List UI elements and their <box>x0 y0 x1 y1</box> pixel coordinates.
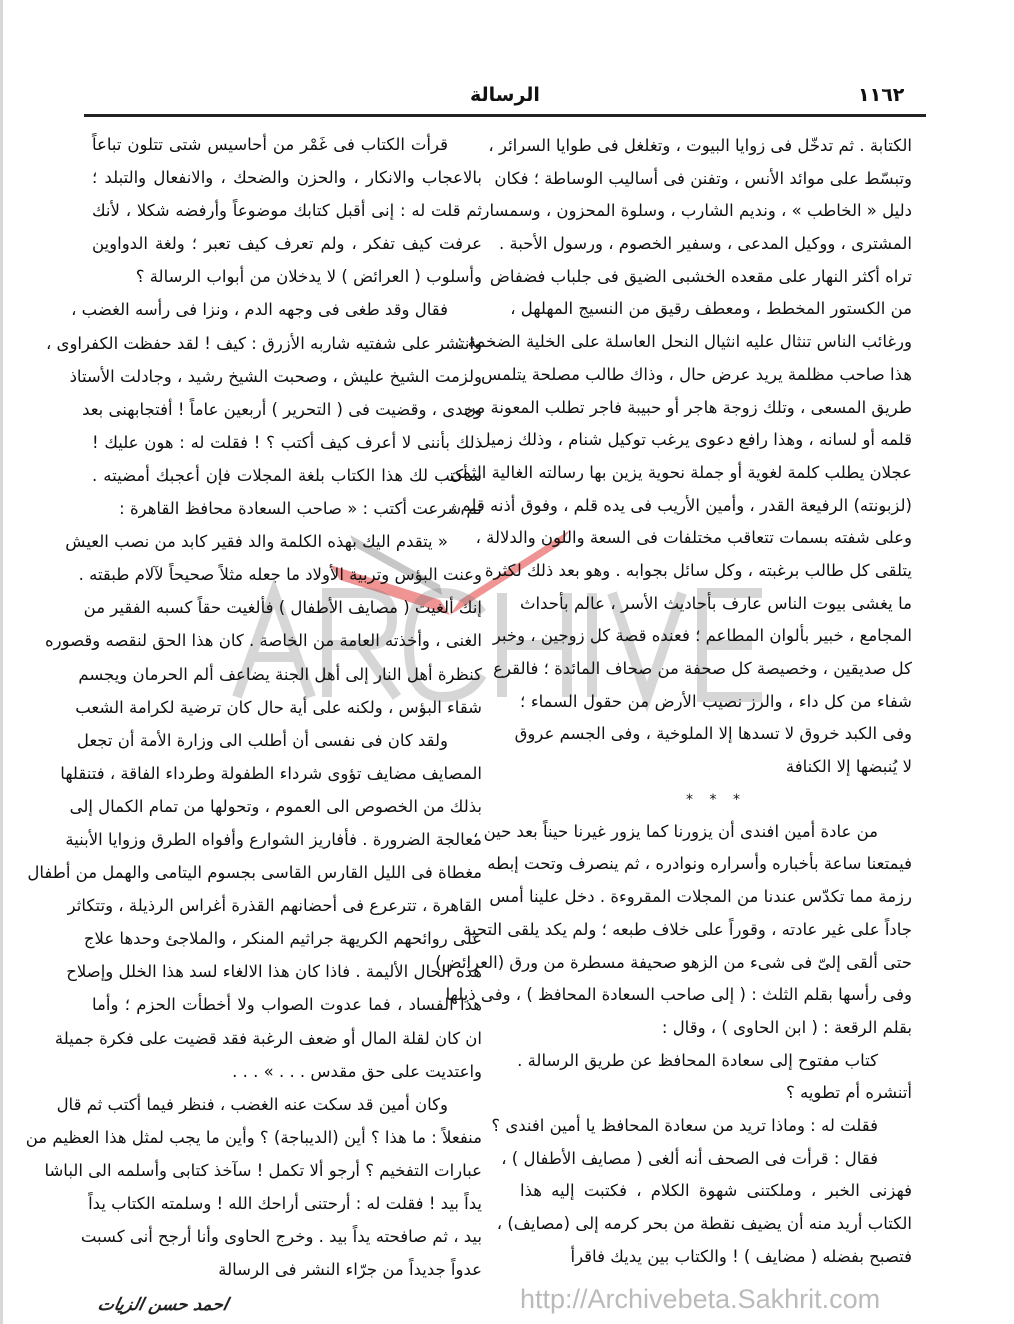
text-line: القاهرة ، تترعرع فى أحضانهم القذرة أغراس الرذيلة ، وتتكاثر <box>67 896 482 916</box>
text-line: قرأت الكتاب فى غَمْر من أحاسيس شتى تتلون تباعاً <box>92 135 448 154</box>
text-line: جاداً على غير عادته ، وقوراً على خلاف طبعه ؛ ولم يكد يلقى التحية <box>463 919 912 939</box>
text-line: ثم شرعت أكتب : « صاحب السعادة محافظ القاهرة : <box>119 499 482 519</box>
text-line: الغنى ، وأخذته العامة من الخاصة . كان هذا الحق لنقصه وقصوره <box>44 631 482 651</box>
text-line: تراه أكثر النهار على مقعده الخشبى الضيق فى جلباب فضفاض <box>489 266 912 286</box>
text-line: عرفت كيف تفكر ، ولم تعرف كيف تعبر ؛ ولغة الدواوين <box>92 234 482 254</box>
text-line: ما يغشى بيوت الناس عارف بأحاديث الأسر ، عالم بأحداث <box>520 593 912 613</box>
page-number: ١١٦٢ <box>858 84 905 106</box>
text-line: وفى الكبد خروق لا تسدها إلا الملوخية ، وفى الجسم عروق <box>514 724 912 744</box>
paragraph <box>25 1088 482 1287</box>
text-line: وتبسّط على موائد الأنس ، وتفنن فى أساليب الوساطة ؛ فكان <box>494 168 912 188</box>
text-line: عجلان يطلب كلمة لغوية أو جملة نحوية يزين بها رسالته الغالية الثمن <box>449 462 912 482</box>
text-line: إنك ألغيت ( مصايف الأطفال ) فألغيت حقاً كسبه الفقير من <box>83 598 482 618</box>
text-line: قلمه أو لسانه ، وهذا رافع دعوى يرغب توكيل شنام ، وذلك زميل <box>478 430 912 450</box>
text-line: من عادة أمين افندى أن يزورنا كما يزور غيرنا حيناً بعد حين ، <box>473 821 878 841</box>
text-line: فقال وقد طغى فى وجهه الدم ، ونزا فى رأسه الغضب ، <box>71 300 448 320</box>
text-line: فقلت له : وماذا تريد من سعادة المحافظ يا أمين افندى ؟ <box>491 1115 878 1135</box>
text-line: من الكستور المخطط ، ومعطف رقيق من النسيج المهلهل ، <box>510 299 912 319</box>
text-line: بقلم الرقعة : ( ابن الحاوى ) ، وقال : <box>661 1017 912 1037</box>
watermark-url: http://Archivebeta.Sakhrit.com <box>520 1284 881 1314</box>
header-rule <box>84 114 926 117</box>
text-line: لا يُنبضها إلا الكنافة <box>785 757 912 777</box>
left-column <box>25 128 482 1286</box>
section-separator: * * * <box>686 791 746 808</box>
paragraph <box>496 1143 912 1274</box>
text-line: واعتديت على حق مقدس . . . » . . . <box>232 1061 482 1081</box>
text-line: أتنشره أم تطويه ؟ <box>785 1083 912 1103</box>
text-line: وجدى ، وقضيت فى ( التحرير ) أربعين عاماً ! أفتجابهنى بعد <box>82 399 482 419</box>
text-line: المشترى ، ووكيل المدعى ، وسفير الخصوم ، ورسول الأحبة . <box>498 234 912 254</box>
text-line: وكان أمين قد سكت عنه الغضب ، فنظر فيما أكتب ثم قال <box>56 1094 448 1114</box>
text-line: كنظرة أهل النار إلى أهل الجنة يضاعف ألم الحرمان ويجسم <box>78 664 482 684</box>
text-line: وأسلوب ( العرائض ) لا يدخلان من أبواب الرسالة ؟ <box>135 267 482 287</box>
text-line: هذا الفساد ، فما عدوت الصواب ولا أخطأت الحزم ؛ وأما <box>92 995 482 1015</box>
text-line: المجامع ، خبير بألوان المطاعم ؛ فعنده قصة كل زوجين ، وخبر <box>492 626 912 646</box>
text-line: بالاعجاب والانكار ، والحزن والضحك ، والانفعال والتبلد ؛ <box>92 168 482 188</box>
text-line: هذه الحال الأليمة . فاذا كان هذا الالغاء لسد هذا الخلل وإصلاح <box>66 962 482 982</box>
text-line: معالجة الضرورة . فأفاريز الشوارع وأفواه الطرق وزوايا الأبنية <box>65 829 482 849</box>
text-line: على روائحهم الكريهة جراثيم المنكر ، والملاجئ وحدها علاج <box>83 929 482 949</box>
text-line: رزمة مما تكدّس عندنا من المجلات المقروءة . دخل علينا أمس <box>489 887 912 907</box>
text-line: حتى ألقى إلىّ فى شىء من الزهو صحيفة مسطرة من ورق (العرائض) <box>435 952 912 972</box>
text-line: وفى رأسها بقلم الثلث : ( إلى صاحب السعادة المحافظ ) ، وفى ذيلها <box>445 985 912 1005</box>
paragraph <box>491 1110 912 1143</box>
text-line: طريق المسعى ، وتلك زوجة هاجر أو حبيبة فاجر تطلب المعونة من <box>463 397 912 417</box>
text-line: « يتقدم اليك بهذه الكلمة والد فقير كابد من نصب العيش <box>65 532 448 552</box>
text-line: كل صديقين ، وخصيصة كل صحفة من صحاف المائدة ؛ فالقرع <box>493 659 912 678</box>
text-line: (لزبونته) الرفيعة القدر ، وأمين الأريب فى يده قلم ، وفوق أذنه قلم ، <box>449 495 912 515</box>
text-line: ورغائب الناس تنثال عليه انثيال النحل العاسلة على الخلية الضخمة : <box>456 332 912 352</box>
paragraph <box>92 128 482 293</box>
text-line: شقاء البؤس ، ولكنه على أية حال كان ترضية لكرامة الشعب <box>75 697 482 717</box>
text-line: المصايف مضايف تؤوى شرداء الطفولة وطرداء الفاقة ، فتنقلها <box>60 763 482 783</box>
text-line: دليل « الخاطب » ، ونديم الشارب ، وسلوة المحزون ، وسمسار <box>481 201 912 221</box>
text-line: ولقد كان فى نفسى أن أطلب الى وزارة الأمة أن تجعل <box>76 730 448 750</box>
text-line: هذا صاحب مظلمة يريد عرض حال ، وذاك طالب مصلحة يتلمس <box>480 364 912 384</box>
text-line: الكتابة . ثم تدخّل فى زوايا البيوت ، وتغلغل فى طوايا السرائر ، <box>488 136 912 155</box>
text-line: فقال : قرأت فى الصحف أنه ألغى ( مصايف الأطفال ) ، <box>501 1148 878 1168</box>
text-line: بيد ، ثم صافحته يداً بيد . وخرج الحاوى وأنا أرجح أنى كسبت <box>80 1227 482 1247</box>
text-line: فهزنى الخبر ، وملكتنى شهوة الكلام ، فكتبت إليه هذا <box>520 1181 912 1201</box>
text-line: ذلك بأننى لا أعرف كيف أكتب ؟ ! فقلت له : هون عليك ! <box>92 432 482 452</box>
text-line: يداً بيد ! فقلت له : أرحتنى أراحك الله ! وسلمته الكتاب يداً <box>88 1194 482 1213</box>
paragraph <box>27 724 482 1088</box>
text-line: وعلى شفته بسمات تتعاقب مختلفات فى السعة واللون والدلالة ، <box>475 528 912 548</box>
text-line: عبارات التفخيم ؟ أرجو ألا تكمل ! سآخذ كتابى وأسلمه الى الباشا <box>44 1160 482 1180</box>
text-line: فيمتعنا ساعة بأخباره وأسراره ونوادره ، ثم ينصرف وتحت إبطه <box>487 854 912 874</box>
text-line: يتلقى كل طالب برغبته ، وكل سائل بجوابه . وهو بعد ذلك لكثرة <box>484 560 912 580</box>
text-line: ان كان لقلة المال أو ضعف الرغبة فقد قضيت على فكرة جميلة <box>54 1028 482 1048</box>
paragraph <box>44 525 482 724</box>
text-line: وعنت البؤس وتربية الأولاد ما جعله مثلاً صحيحاً لآلام طبقته . <box>78 565 482 585</box>
text-line: سأكتب لك هذا الكتاب بلغة المجلات فإن أعجبك أمضيته . <box>92 465 482 485</box>
text-line: كتاب مفتوح إلى سعادة المحافظ عن طريق الرسالة . <box>517 1050 878 1070</box>
text-line: ثم قلت له : إنى أقبل كتابك موضوعاً وأرفضه شكلا ، لأنك <box>92 201 482 221</box>
paragraph <box>449 130 912 784</box>
paragraph <box>517 1045 912 1110</box>
text-line: الكتاب أريد منه أن يضيف نقطة من بحر كرمه إلى (مصايف) ، <box>496 1214 912 1233</box>
author-signature: احمد حسن الزيات <box>95 1295 230 1315</box>
paragraph <box>45 293 482 525</box>
scan-edge <box>0 0 3 1324</box>
text-line: شفاء من كل داء ، والرز نصيب الأرض من حقول السماء ؛ <box>520 691 912 711</box>
text-line: ولزمت الشيخ عليش ، وصحبت الشيخ رشيد ، وجادلت الأستاذ <box>69 366 482 386</box>
text-line: بذلك من الخصوص الى العموم ، وتحولها من تمام الكمال إلى <box>69 796 482 816</box>
paragraph <box>435 816 912 1045</box>
text-line: عدواً جديداً من جرّاء النشر فى الرسالة <box>218 1260 482 1280</box>
text-line: مغطاة فى الليل القارس القاسى بجسوم اليتامى والهمل من أطفال <box>27 863 482 883</box>
running-title: الرسالة <box>470 84 540 106</box>
text-line: منفعلاً : ما هذا ؟ أين (الديباجة) ؟ وأين ما يجب لمثل هذا العظيم من <box>25 1127 482 1147</box>
text-line: فتصبح بفضله ( مضايف ) ! والكتاب بين يديك فاقرأ <box>570 1246 912 1266</box>
right-column <box>435 130 912 1273</box>
text-line: وانتشر على شفتيه شاربه الأزرق : كيف ! لقد حفظت الكفراوى ، <box>45 333 482 353</box>
